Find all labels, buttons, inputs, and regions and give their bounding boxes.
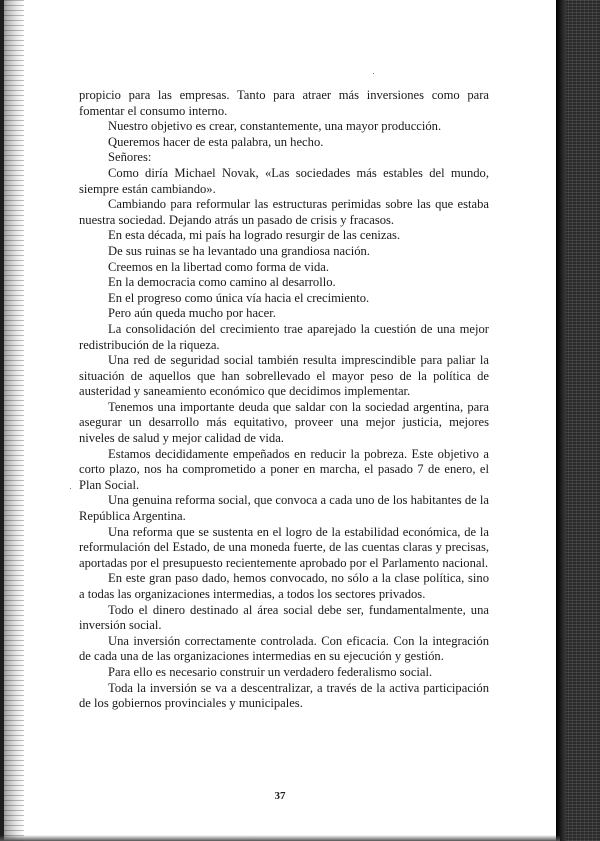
paragraph: Estamos decididamente empeñados en reducir la pobreza. Este objetivo a corto plazo, nos ha comprometido a poner en marcha, el pasado 7 de enero, el Plan Social.: [79, 446, 489, 492]
paragraph: Una genuina reforma social, que convoca a cada uno de los habitantes de la República Argentina.: [79, 493, 489, 524]
paragraph: Pero aún queda mucho por hacer.: [108, 306, 276, 321]
paragraph: Una red de seguridad social también resulta imprescindible para paliar la situación de aquellos que han sobrellevado el mayor peso de la política de austeridad y saneamiento económico que decidimos implementar.: [79, 353, 489, 399]
paragraph: propicio para las empresas. Tanto para atraer más inversiones como para fomentar el consumo interno.: [79, 88, 489, 118]
paragraph: Queremos hacer de esta palabra, un hecho.: [108, 134, 324, 149]
paragraph: Todo el dinero destinado al área social debe ser, fundamentalmente, una inversión social.: [79, 602, 489, 633]
paragraph: Tenemos una importante deuda que saldar con la sociedad argentina, para asegurar un desarrollo más equitativo, proveer una mejor justicia, mejores niveles de salud y mejor calidad de vida.: [79, 399, 489, 446]
paragraph: Señores:: [108, 150, 152, 165]
scan-speck: [70, 488, 71, 489]
paragraph: Nuestro objetivo es crear, constantemente, una mayor producción.: [108, 119, 442, 134]
paragraph: Creemos en la libertad como forma de vida.: [108, 259, 330, 274]
paragraph: Como diría Michael Novak, «Las sociedades más estables del mundo, siempre están cambiando».: [79, 165, 489, 196]
scan-border-right: [556, 0, 600, 841]
paragraph: De sus ruinas se ha levantado una grandiosa nación.: [108, 243, 370, 258]
paragraph: En la democracia como camino al desarrollo.: [108, 275, 336, 290]
paragraph: En este gran paso dado, hemos convocado, no sólo a la clase política, sino a todas las organizaciones intermedias, a todos los sectores privados.: [79, 571, 489, 601]
binding-edge: [0, 0, 24, 841]
body-text: [79, 88, 489, 712]
scan-border-bottom: [0, 835, 560, 841]
page-number: 37: [274, 790, 286, 802]
paragraph: La consolidación del crecimiento trae aparejado la cuestión de una mejor redistribución de la riqueza.: [79, 321, 489, 352]
paragraph: Una inversión correctamente controlada. Con eficacia. Con la integración de cada una de las organizaciones intermedias en su ejecución y gestión.: [79, 633, 489, 664]
paragraph: En esta década, mi país ha logrado resurgir de las cenizas.: [108, 228, 401, 243]
paragraph: Para ello es necesario construir un verdadero federalismo social.: [108, 664, 433, 679]
paragraph: Toda la inversión se va a descentralizar, a través de la activa participación de los gobiernos provinciales y municipales.: [79, 680, 489, 711]
paragraph: En el progreso como única vía hacia el crecimiento.: [108, 290, 370, 305]
scan-speck: [373, 73, 374, 74]
paragraph: Cambiando para reformular las estructuras perimidas sobre las que estaba nuestra sociedad. Dejando atrás un pasado de crisis y fracasos.: [79, 197, 489, 227]
paragraph: Una reforma que se sustenta en el logro de la estabilidad económica, de la reformulación del Estado, de una moneda fuerte, de las cuentas claras y precisas, aportadas por el presupuesto recientemente aprobado por el Parlamento nacional.: [79, 524, 489, 570]
